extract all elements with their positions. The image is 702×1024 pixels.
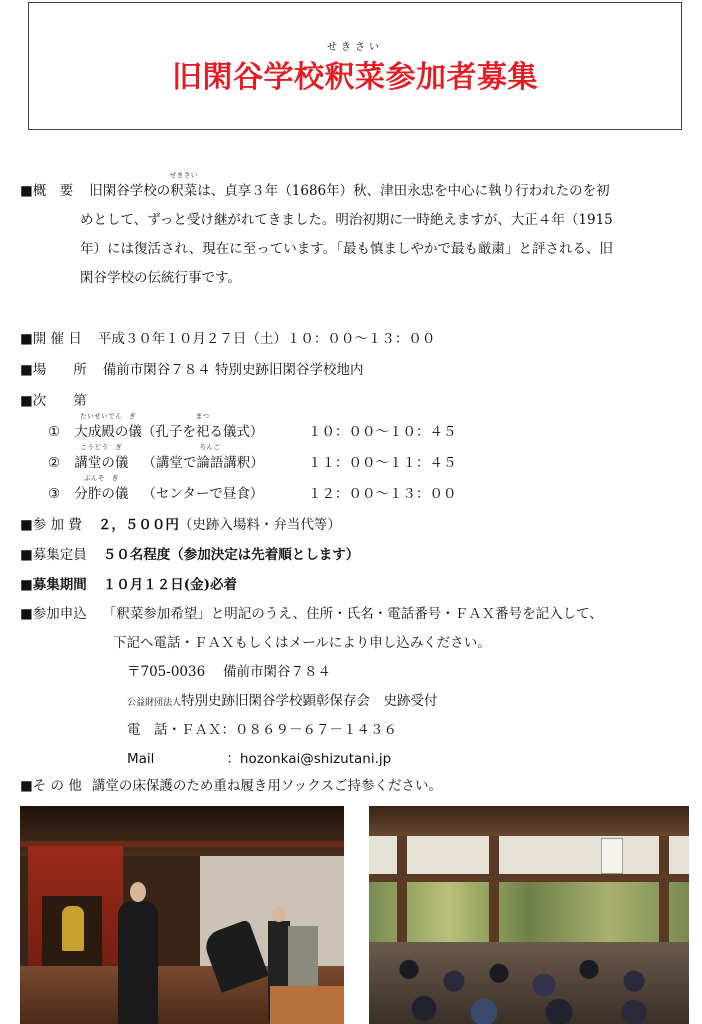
program-item-desc: 講釈） [223,455,264,471]
program-item-number: ③ [48,486,61,502]
program-item-desc: （講堂で [142,455,197,471]
apply-org-row [127,689,438,709]
title-ruby-wrap [324,42,386,96]
confucius-statue-icon [62,906,84,951]
overview-line-1 [20,171,610,199]
fee-label: ■参 加 費 [20,517,82,533]
place-row [20,358,364,378]
overview-text: は、貞享３年（1686年）秋、津田永忠を中心に執り行われたのを初 [197,183,610,199]
program-item-desc-ruby-base: 論語 [196,455,224,471]
apply-tel: 電 話・ＦＡＸ：０８６９－６７－１４３６ [127,722,397,738]
fee-note: （史跡入場料・弁当代等） [178,517,341,533]
program-item-name: 大成殿の儀 [74,424,142,440]
page-title [172,42,538,96]
apply-mail[interactable]: ：hozonkai@shizutani.jp [226,751,392,767]
program-item-3 [48,474,264,502]
apply-mail-row [127,747,391,767]
program-item-2-time: １１：００～１１：４５ [308,455,457,471]
program-item-ruby: ぶんそ ぎ [83,474,119,482]
apply-label: ■参加申込 [20,606,87,622]
overview-ruby-base: 釈菜 [170,183,198,199]
overview-ruby-wrap [169,171,198,199]
hall-pillar-3 [659,836,669,946]
period-row [20,573,237,593]
apply-mail-label: Mail [127,751,155,767]
apply-postal: 〒705-0036 備前市閑谷７８４ [127,664,331,680]
priest-head-2 [272,906,286,922]
hall-beam [369,874,689,882]
ceremony-photo-taiseiden [20,806,344,1024]
program-item-desc: （孔子を [141,424,196,440]
program-item-desc-ruby: まつ [195,412,210,420]
program-item-name-wrap [74,474,129,502]
program-item-desc: る儀式） [209,424,264,440]
title-box [28,2,682,130]
priest-figure-1 [118,901,158,1024]
capacity-label: ■募集定員 [20,547,87,563]
program-item-name-wrap [74,412,142,440]
calligraphy-scroll-icon [601,838,623,874]
apply-line-2: 下記へ電話・ＦＡＸもしくはメールにより申し込みください。 [113,635,491,651]
hall-ceiling [369,806,689,838]
hall-upper-wall [369,836,689,876]
title-ruby: せきさい [327,42,383,53]
capacity-value: ５０名程度（参加決定は先着順とします） [102,547,360,563]
date-label: ■開 催 日 [20,331,82,347]
program-item-name: 講堂の儀 [74,455,129,471]
program-item-desc-ruby-wrap [196,443,224,471]
apply-row [20,602,603,622]
program-item-1-time: １０：００～１０：４５ [308,424,457,440]
hall-windows-greenery [369,882,689,942]
other-label: ■そ の 他 [20,778,82,794]
photo-altar-vessel [288,926,318,986]
hall-audience [379,946,679,1024]
place-value: 備前市閑谷７８４ 特別史跡旧閑谷学校地内 [102,362,364,378]
period-value: １０月１２日(金)必着 [102,577,238,593]
fee-value: ２，５００円 [97,517,179,533]
capacity-row [20,543,359,563]
title-part: 旧閑谷学校 [172,60,325,95]
program-label: ■次 第 [20,393,87,409]
apply-org-small: 公益財団法人 [127,698,182,708]
overview-line-2: めとして、ずっと受け継がれてきました。明治初期に一時絶えますが、大正４年（1915 [80,212,613,228]
program-item-name: 分胙の儀 [74,486,129,502]
program-item-number: ② [48,455,61,471]
hall-pillar-1 [397,836,407,956]
program-item-desc-ruby: ろんご [199,443,221,451]
program-item-ruby: たいせいでん ぎ [80,412,137,420]
program-item-1 [48,412,264,440]
program-item-2 [48,443,264,471]
fee-row [20,513,341,533]
other-value: 講堂の床保護のため重ね履き用ソックスご持参ください。 [91,778,443,794]
place-label: ■場 所 [20,362,87,378]
program-item-3-time: １２：００～１３：００ [308,486,457,502]
overview-ruby: せきさい [169,171,198,179]
other-row [20,774,442,794]
program-item-number: ① [48,424,61,440]
overview-line-4: 閑谷学校の伝統行事です。 [80,270,241,286]
overview-label: ■概 要 [20,183,74,199]
period-label: ■募集期間 [20,577,87,593]
program-item-name-wrap [74,443,129,471]
ceremony-photo-lecture-hall [369,806,689,1024]
title-part-end: 参加者募集 [385,60,538,95]
date-row [20,327,435,347]
program-item-desc-ruby-base: 祀 [195,424,210,440]
title-ruby-base: 釈菜 [324,60,386,95]
program-item-desc-ruby-wrap [195,412,210,440]
priest-head-1 [130,882,146,902]
date-value: 平成３０年１０月２７日（土）１０：００～１３：００ [97,331,436,347]
program-item-ruby: こうどう ぎ [80,443,123,451]
apply-org: 特別史跡旧閑谷学校顕彰保存会 史跡受付 [181,693,438,709]
overview-text: 旧閑谷学校の [89,183,171,199]
hall-pillar-2 [489,836,499,946]
program-item-desc: （センターで昼食） [142,486,264,502]
apply-text: 「釈菜参加希望」と明記のうえ、住所・氏名・電話番号・ＦＡＸ番号を記入して、 [102,606,603,622]
photo-altar-table [270,986,344,1024]
overview-line-3: 年）には復活され、現在に至っています。「最も慎ましやかで最も厳粛」と評される、旧 [80,241,613,257]
